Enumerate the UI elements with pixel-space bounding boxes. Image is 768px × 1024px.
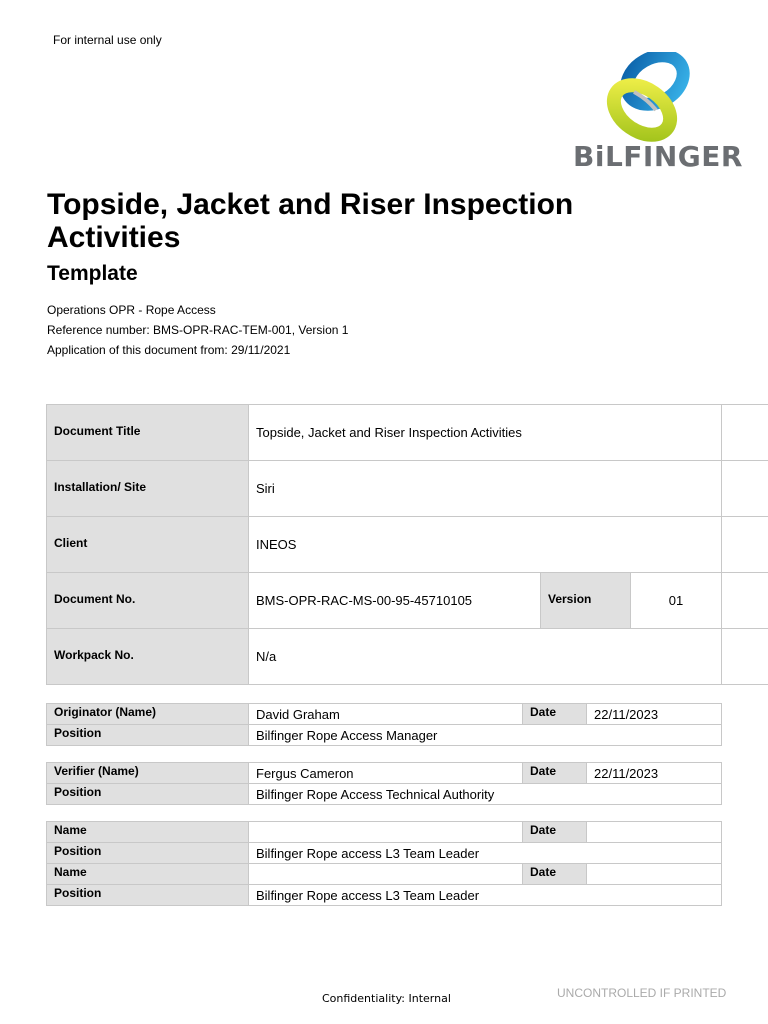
approver-name-value [249,822,523,843]
verifier-date-label: Date [523,763,587,784]
bilfinger-wordmark: BiLFINGER [573,140,743,173]
verifier-date-value: 22/11/2023 [587,763,722,784]
empty-cell [722,461,768,517]
table-row [47,704,722,725]
originator-name-label: Originator (Name) [47,704,249,725]
site-label: Installation/ Site [47,461,249,517]
bilfinger-logo-mark [572,52,722,142]
table-row [47,461,768,517]
document-no-value: BMS-OPR-RAC-MS-00-95-45710105 [249,573,541,629]
empty-cell [722,517,768,573]
meta-department: Operations OPR - Rope Access [47,303,216,317]
approver-name-label: Name [47,822,249,843]
table-row [47,629,768,685]
verifier-position-label: Position [47,784,249,805]
version-value: 01 [631,573,722,629]
verifier-name-label: Verifier (Name) [47,763,249,784]
document-title-label: Document Title [47,405,249,461]
table-row [47,864,722,885]
approver-date-label: Date [523,822,587,843]
table-row [47,843,722,864]
approver-name-value [249,864,523,885]
approver-date-value [587,822,722,843]
workpack-value: N/a [249,629,722,685]
approver-position-label: Position [47,843,249,864]
verifier-position-value: Bilfinger Rope Access Technical Authority [249,784,722,805]
originator-date-value: 22/11/2023 [587,704,722,725]
empty-cell [722,405,768,461]
approver-position-value: Bilfinger Rope access L3 Team Leader [249,885,722,906]
internal-use-note: For internal use only [53,33,162,47]
version-label: Version [541,573,631,629]
document-title-value: Topside, Jacket and Riser Inspection Activities [249,405,722,461]
document-title: Topside, Jacket and Riser Inspection Activities [47,188,574,254]
table-row [47,885,722,906]
table-row [47,822,722,843]
meta-reference: Reference number: BMS-OPR-RAC-TEM-001, Version 1 [47,323,349,337]
document-no-label: Document No. [47,573,249,629]
originator-name-value: David Graham [249,704,523,725]
verifier-name-value: Fergus Cameron [249,763,523,784]
table-row [47,405,768,461]
meta-application-date: Application of this document from: 29/11/2021 [47,343,291,357]
empty-cell [722,573,768,629]
table-row [47,573,768,629]
workpack-label: Workpack No. [47,629,249,685]
originator-position-value: Bilfinger Rope Access Manager [249,725,722,746]
document-info-table [46,404,768,685]
approver-name-label: Name [47,864,249,885]
client-value: INEOS [249,517,722,573]
bilfinger-logo [572,52,743,178]
table-row [47,784,722,805]
document-subtitle: Template [47,262,138,285]
table-row [47,517,768,573]
approver-date-label: Date [523,864,587,885]
originator-position-label: Position [47,725,249,746]
client-label: Client [47,517,249,573]
approver-position-value: Bilfinger Rope access L3 Team Leader [249,843,722,864]
verifier-table [46,762,722,805]
approver-date-value [587,864,722,885]
originator-date-label: Date [523,704,587,725]
site-value: Siri [249,461,722,517]
table-row [47,763,722,784]
table-row [47,725,722,746]
approver-table [46,821,722,906]
uncontrolled-notice: UNCONTROLLED IF PRINTED [557,986,727,1000]
approver-position-label: Position [47,885,249,906]
empty-cell [722,629,768,685]
originator-table [46,703,722,746]
confidentiality-label: Confidentiality: Internal [322,992,451,1005]
